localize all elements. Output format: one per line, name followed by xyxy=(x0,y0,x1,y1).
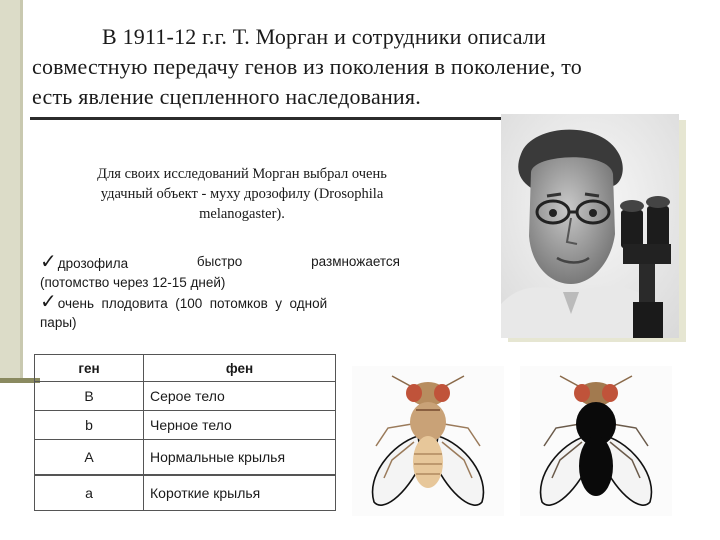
gene-cell: A xyxy=(35,440,144,476)
left-decor-band-edge xyxy=(20,0,23,382)
table-row xyxy=(35,475,336,511)
title-line-3: есть явление сцепленного наследования. xyxy=(32,84,421,109)
left-decor-band xyxy=(0,0,20,382)
bullet-fast-reproduction xyxy=(40,249,400,292)
intro-line-2: удачный объект - муху дрозофилу (Drosophila xyxy=(100,186,384,202)
table-header-row xyxy=(35,355,336,382)
title-underline-rule xyxy=(30,117,502,120)
black-body-fly-image xyxy=(520,366,672,516)
portrait-illustration xyxy=(501,114,679,338)
table-header-phene: фен xyxy=(144,355,336,382)
gene-cell: B xyxy=(35,382,144,411)
gene-cell: a xyxy=(35,475,144,511)
table-row xyxy=(35,382,336,411)
gene-phenotype-table xyxy=(34,354,336,511)
fly-black-illustration xyxy=(520,366,672,516)
phene-cell: Черное тело xyxy=(144,411,336,440)
gene-cell: b xyxy=(35,411,144,440)
morgan-portrait-photo xyxy=(501,114,679,338)
phene-cell: Нормальные крылья xyxy=(144,440,336,476)
phene-cell: Короткие крылья xyxy=(144,475,336,511)
bullet-1-line-1 xyxy=(40,249,400,273)
table-row xyxy=(35,411,336,440)
slide-title xyxy=(32,22,682,112)
checkmark-icon: ✓ xyxy=(40,289,57,313)
intro-line-3: melanogaster). xyxy=(199,206,285,222)
fly-grey-illustration xyxy=(352,366,504,516)
bullet-2-text: очень плодовита (100 потомков у одной xyxy=(57,296,328,311)
bullet-1-word-1: дрозофила xyxy=(57,256,129,271)
intro-line-1: Для своих исследований Морган выбрал очень xyxy=(97,166,387,182)
bullet-2-line-1 xyxy=(40,289,400,313)
phene-cell: Серое тело xyxy=(144,382,336,411)
bullet-1-word-2: быстро xyxy=(196,254,243,269)
table-header-gene: ген xyxy=(35,355,144,382)
title-line-2: совместную передачу генов из поколения в поколение, то xyxy=(32,54,582,79)
title-line-1: В 1911-12 г.г. Т. Морган и сотрудники описали xyxy=(102,24,547,49)
bullet-1-word-3: размножается xyxy=(311,254,400,269)
intro-paragraph xyxy=(40,164,444,224)
bullet-1-first xyxy=(40,249,129,273)
bullet-2-line-2: пары) xyxy=(40,315,77,330)
checkmark-icon: ✓ xyxy=(40,249,57,273)
bullet-1-line-2: (потомство через 12-15 дней) xyxy=(40,275,226,290)
bullet-fertility xyxy=(40,289,400,332)
grey-body-fly-image xyxy=(352,366,504,516)
table-row xyxy=(35,440,336,476)
